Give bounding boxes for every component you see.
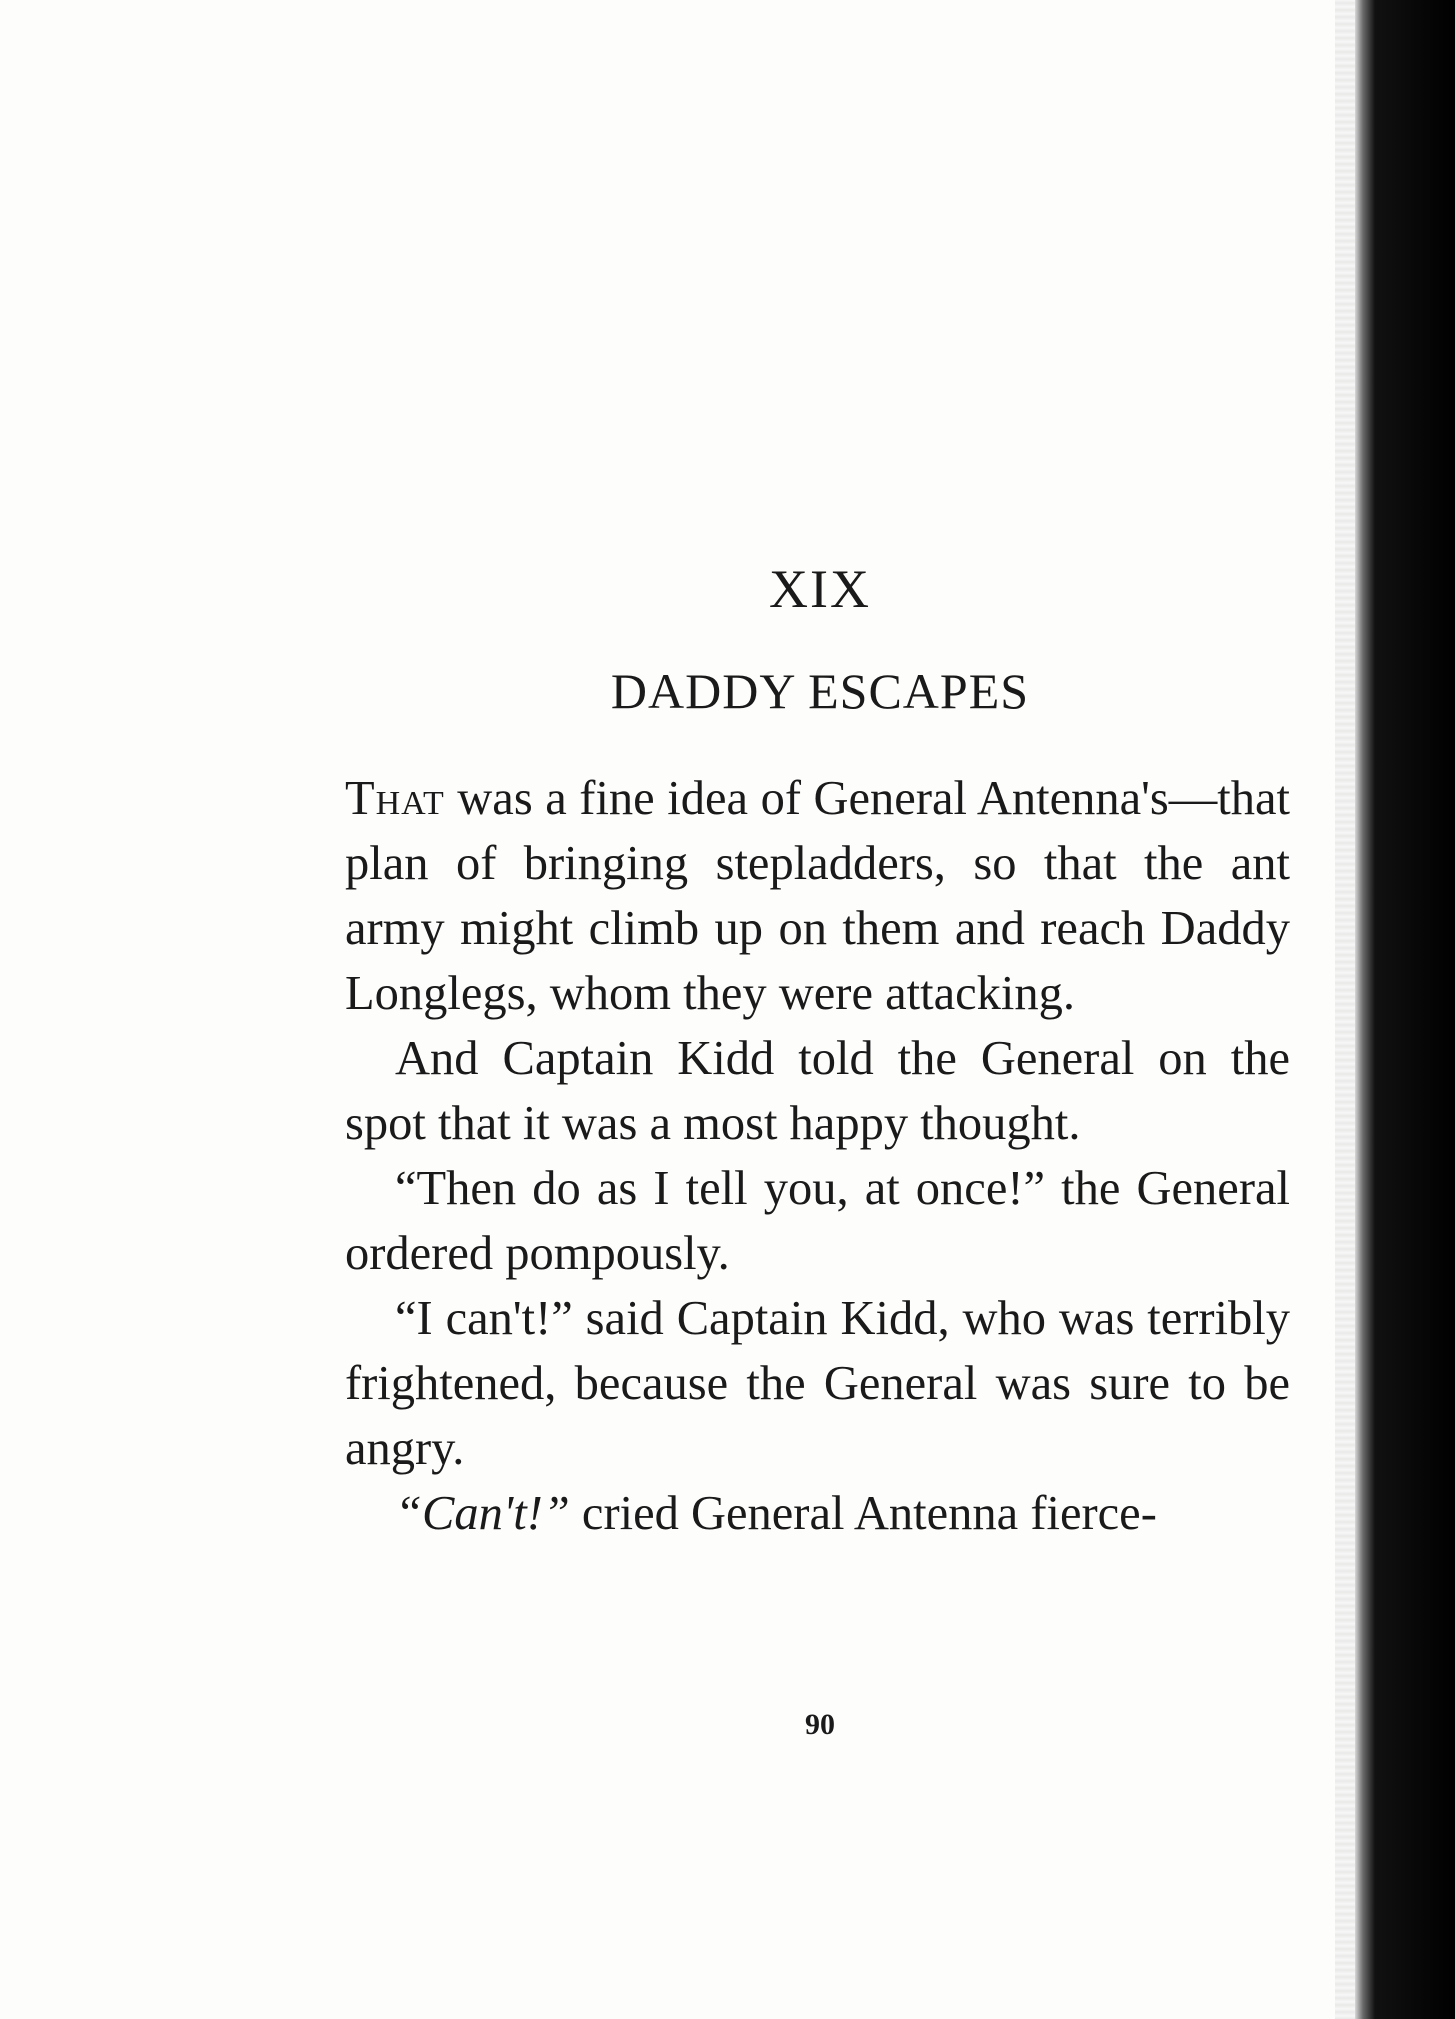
page-number: 90 (805, 1708, 835, 1741)
paragraph-lead: That (345, 772, 445, 825)
paragraph-text: “I can't!” said Captain Kidd, who was terribly frightened, because the General was sure to be angry. (345, 1292, 1290, 1475)
paragraph-text: And Captain Kidd told the General on the spot that it was a most happy thought. (345, 1032, 1290, 1150)
paragraph-2 (345, 1026, 1290, 1156)
chapter-number: XIX (769, 559, 871, 619)
paragraph-lead-italic: “Can't!” (395, 1487, 570, 1540)
paragraph-text: “Then do as I tell you, at once!” the General ordered pompously. (345, 1162, 1290, 1280)
body-text (345, 766, 1290, 1546)
paragraph-text: was a fine idea of General Antenna's—that plan of bringing stepladders, so that the ant army might climb up on them and reach Daddy Longlegs, whom they were attacking. (345, 772, 1290, 1020)
paragraph-3 (345, 1156, 1290, 1286)
paragraph-4 (345, 1286, 1290, 1481)
paragraph-text: cried General Antenna fierce- (569, 1487, 1157, 1540)
paragraph-1 (345, 766, 1290, 1026)
chapter-title: DADDY ESCAPES (610, 663, 1030, 719)
paragraph-5 (345, 1481, 1290, 1546)
